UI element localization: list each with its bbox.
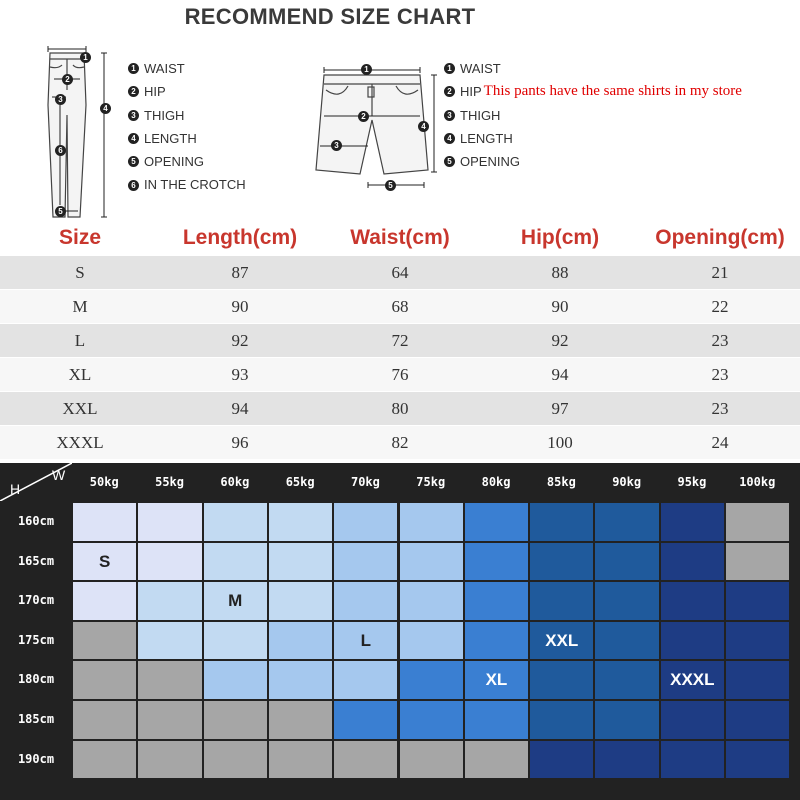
fit-cell [138,741,201,779]
fit-cell [726,582,789,620]
table-row [0,392,800,426]
fit-cell [73,661,136,699]
fit-cell [204,741,267,779]
fit-cell [530,701,593,739]
height-header: 185cm [17,712,55,726]
height-header: 180cm [17,672,55,687]
pants-marker-6: 6 [55,145,66,156]
size-table [0,220,800,460]
fit-cell [204,622,267,660]
fit-cell [465,543,528,581]
shorts-marker-4: 4 [418,121,429,132]
weight-header: 85kg [546,475,576,489]
fit-cell [726,741,789,779]
cell: 94 [160,392,320,426]
height-header: 175cm [17,632,55,647]
fit-cell [400,543,463,581]
fit-cell [73,503,136,541]
fit-cell [465,582,528,620]
cell: 82 [320,426,480,460]
legend-item: 4 LENGTH [444,127,742,150]
height-header: 160cm [17,514,55,528]
fit-cell [400,701,463,739]
fit-cell [269,661,332,699]
fit-cell [73,741,136,779]
pants-marker-2: 2 [62,74,73,85]
col-header: Size [58,226,102,249]
size-region-label: M [228,591,243,611]
fit-cell [400,622,463,660]
cell: 21 [640,256,800,290]
fit-cell [530,741,593,779]
height-header: 165cm [17,553,55,568]
shorts-marker-1: 1 [361,64,372,75]
fit-cell [530,543,593,581]
fit-cell [661,741,724,779]
weight-header: 60kg [220,475,250,489]
weight-header: 80kg [481,475,511,489]
fit-cell [400,661,463,699]
fit-cell [465,622,528,660]
col-header: Waist(cm) [350,226,450,249]
store-note: This pants have the same shirts in my store [483,83,742,100]
fit-cell [334,503,397,541]
cell: 64 [320,256,480,290]
legend-item: 2 HIP This pants have the same shirts in my store [444,80,742,103]
fit-cell [726,543,789,581]
fit-cell [661,582,724,620]
weight-header: 50kg [89,475,119,489]
fit-cell [138,661,201,699]
cell: 24 [640,426,800,460]
size-region-label: S [98,551,111,571]
fit-cell [204,661,267,699]
pants-diagram [40,45,125,225]
height-weight-grid [0,463,800,800]
cell: 88 [480,256,640,290]
fit-cell [269,622,332,660]
weight-header: 70kg [350,475,380,489]
fit-cell [726,701,789,739]
cell: 22 [640,290,800,324]
cell: 90 [480,290,640,324]
size-table-header [0,220,800,256]
cell: XXL [0,392,160,426]
size-region-label: XXL [545,630,579,650]
fit-cell [465,741,528,779]
table-row [0,324,800,358]
size-region-label: XL [485,670,508,690]
weight-header: 95kg [677,475,707,489]
fit-cell [400,582,463,620]
legend-item: 6 IN THE CROTCH [128,173,246,196]
cell: 23 [640,358,800,392]
fit-cell [204,543,267,581]
fit-cell [595,701,658,739]
cell: M [0,290,160,324]
fit-cell [138,701,201,739]
fit-cell [530,661,593,699]
legend-item: 1 WAIST [444,57,742,80]
cell: 72 [320,324,480,358]
weight-header: 65kg [285,475,315,489]
corner-h: H [10,481,21,497]
cell: XL [0,358,160,392]
fit-cell [726,503,789,541]
cell: 23 [640,392,800,426]
fit-cell [726,622,789,660]
legend-item: 5 OPENING [128,150,246,173]
height-header: 170cm [17,593,55,608]
fit-cell [138,503,201,541]
fit-cell [595,741,658,779]
fit-cell [661,543,724,581]
fit-cell [726,661,789,699]
fit-cell [204,503,267,541]
fit-cell [138,543,201,581]
legend-item: 4 LENGTH [128,127,246,150]
fit-cell [334,661,397,699]
weight-header: 55kg [155,475,184,489]
weight-header: 90kg [612,475,642,489]
shorts-legend [444,57,742,173]
shorts-marker-3: 3 [331,140,342,151]
weight-header: 100kg [739,475,776,489]
page-title: RECOMMEND SIZE CHART [184,4,476,29]
cell: 80 [320,392,480,426]
fit-cell [334,543,397,581]
fit-cell [530,503,593,541]
cell: L [0,324,160,358]
fit-cell [73,701,136,739]
fit-cell [400,741,463,779]
table-row [0,290,800,324]
fit-cell [595,543,658,581]
fit-cell [334,582,397,620]
corner-w: W [52,467,66,483]
height-header: 190cm [17,751,55,766]
fit-cell [465,701,528,739]
fit-cell [595,582,658,620]
fit-cell [465,503,528,541]
table-row [0,358,800,392]
pants-legend [128,57,246,197]
fit-cell [661,503,724,541]
fit-cell [204,701,267,739]
cell: 97 [480,392,640,426]
cell: XXXL [0,426,160,460]
fit-cell [269,701,332,739]
fit-cell [269,741,332,779]
cell: 76 [320,358,480,392]
pants-marker-4: 4 [100,103,111,114]
fit-cell [595,622,658,660]
table-row [0,426,800,460]
fit-cell [269,503,332,541]
cell: 87 [160,256,320,290]
fit-cell [138,582,201,620]
fit-cell [73,622,136,660]
pants-marker-1: 1 [80,52,91,63]
col-header: Opening(cm) [655,226,785,249]
fit-cell [334,741,397,779]
cell: 100 [480,426,640,460]
legend-item: 5 OPENING [444,150,742,173]
fit-cell [334,701,397,739]
legend-item: 3 THIGH [128,104,246,127]
col-header: Length(cm) [182,226,298,249]
pants-marker-5: 5 [55,206,66,217]
cell: 92 [480,324,640,358]
legend-item: 2 HIP [128,80,246,103]
cell: 94 [480,358,640,392]
col-header: Hip(cm) [520,226,600,249]
cell: 90 [160,290,320,324]
shorts-marker-5: 5 [385,180,396,191]
weight-header: 75kg [416,475,446,489]
cell: 96 [160,426,320,460]
fit-cell [269,543,332,581]
fit-cell [400,503,463,541]
legend-item: 1 WAIST [128,57,246,80]
size-region-label: L [360,630,372,650]
fit-cell [595,503,658,541]
cell: 93 [160,358,320,392]
cell: S [0,256,160,290]
grid-corner [0,463,72,501]
size-region-label: XXXL [670,670,715,690]
fit-cell [73,582,136,620]
fit-cell [661,701,724,739]
cell: 92 [160,324,320,358]
cell: 23 [640,324,800,358]
cell: 68 [320,290,480,324]
fit-cell [269,582,332,620]
pants-marker-3: 3 [55,94,66,105]
shorts-marker-2: 2 [358,111,369,122]
fit-cell [530,582,593,620]
legend-item: 3 THIGH [444,104,742,127]
fit-cell [661,622,724,660]
fit-cell [138,622,201,660]
fit-cell [595,661,658,699]
table-row [0,256,800,290]
